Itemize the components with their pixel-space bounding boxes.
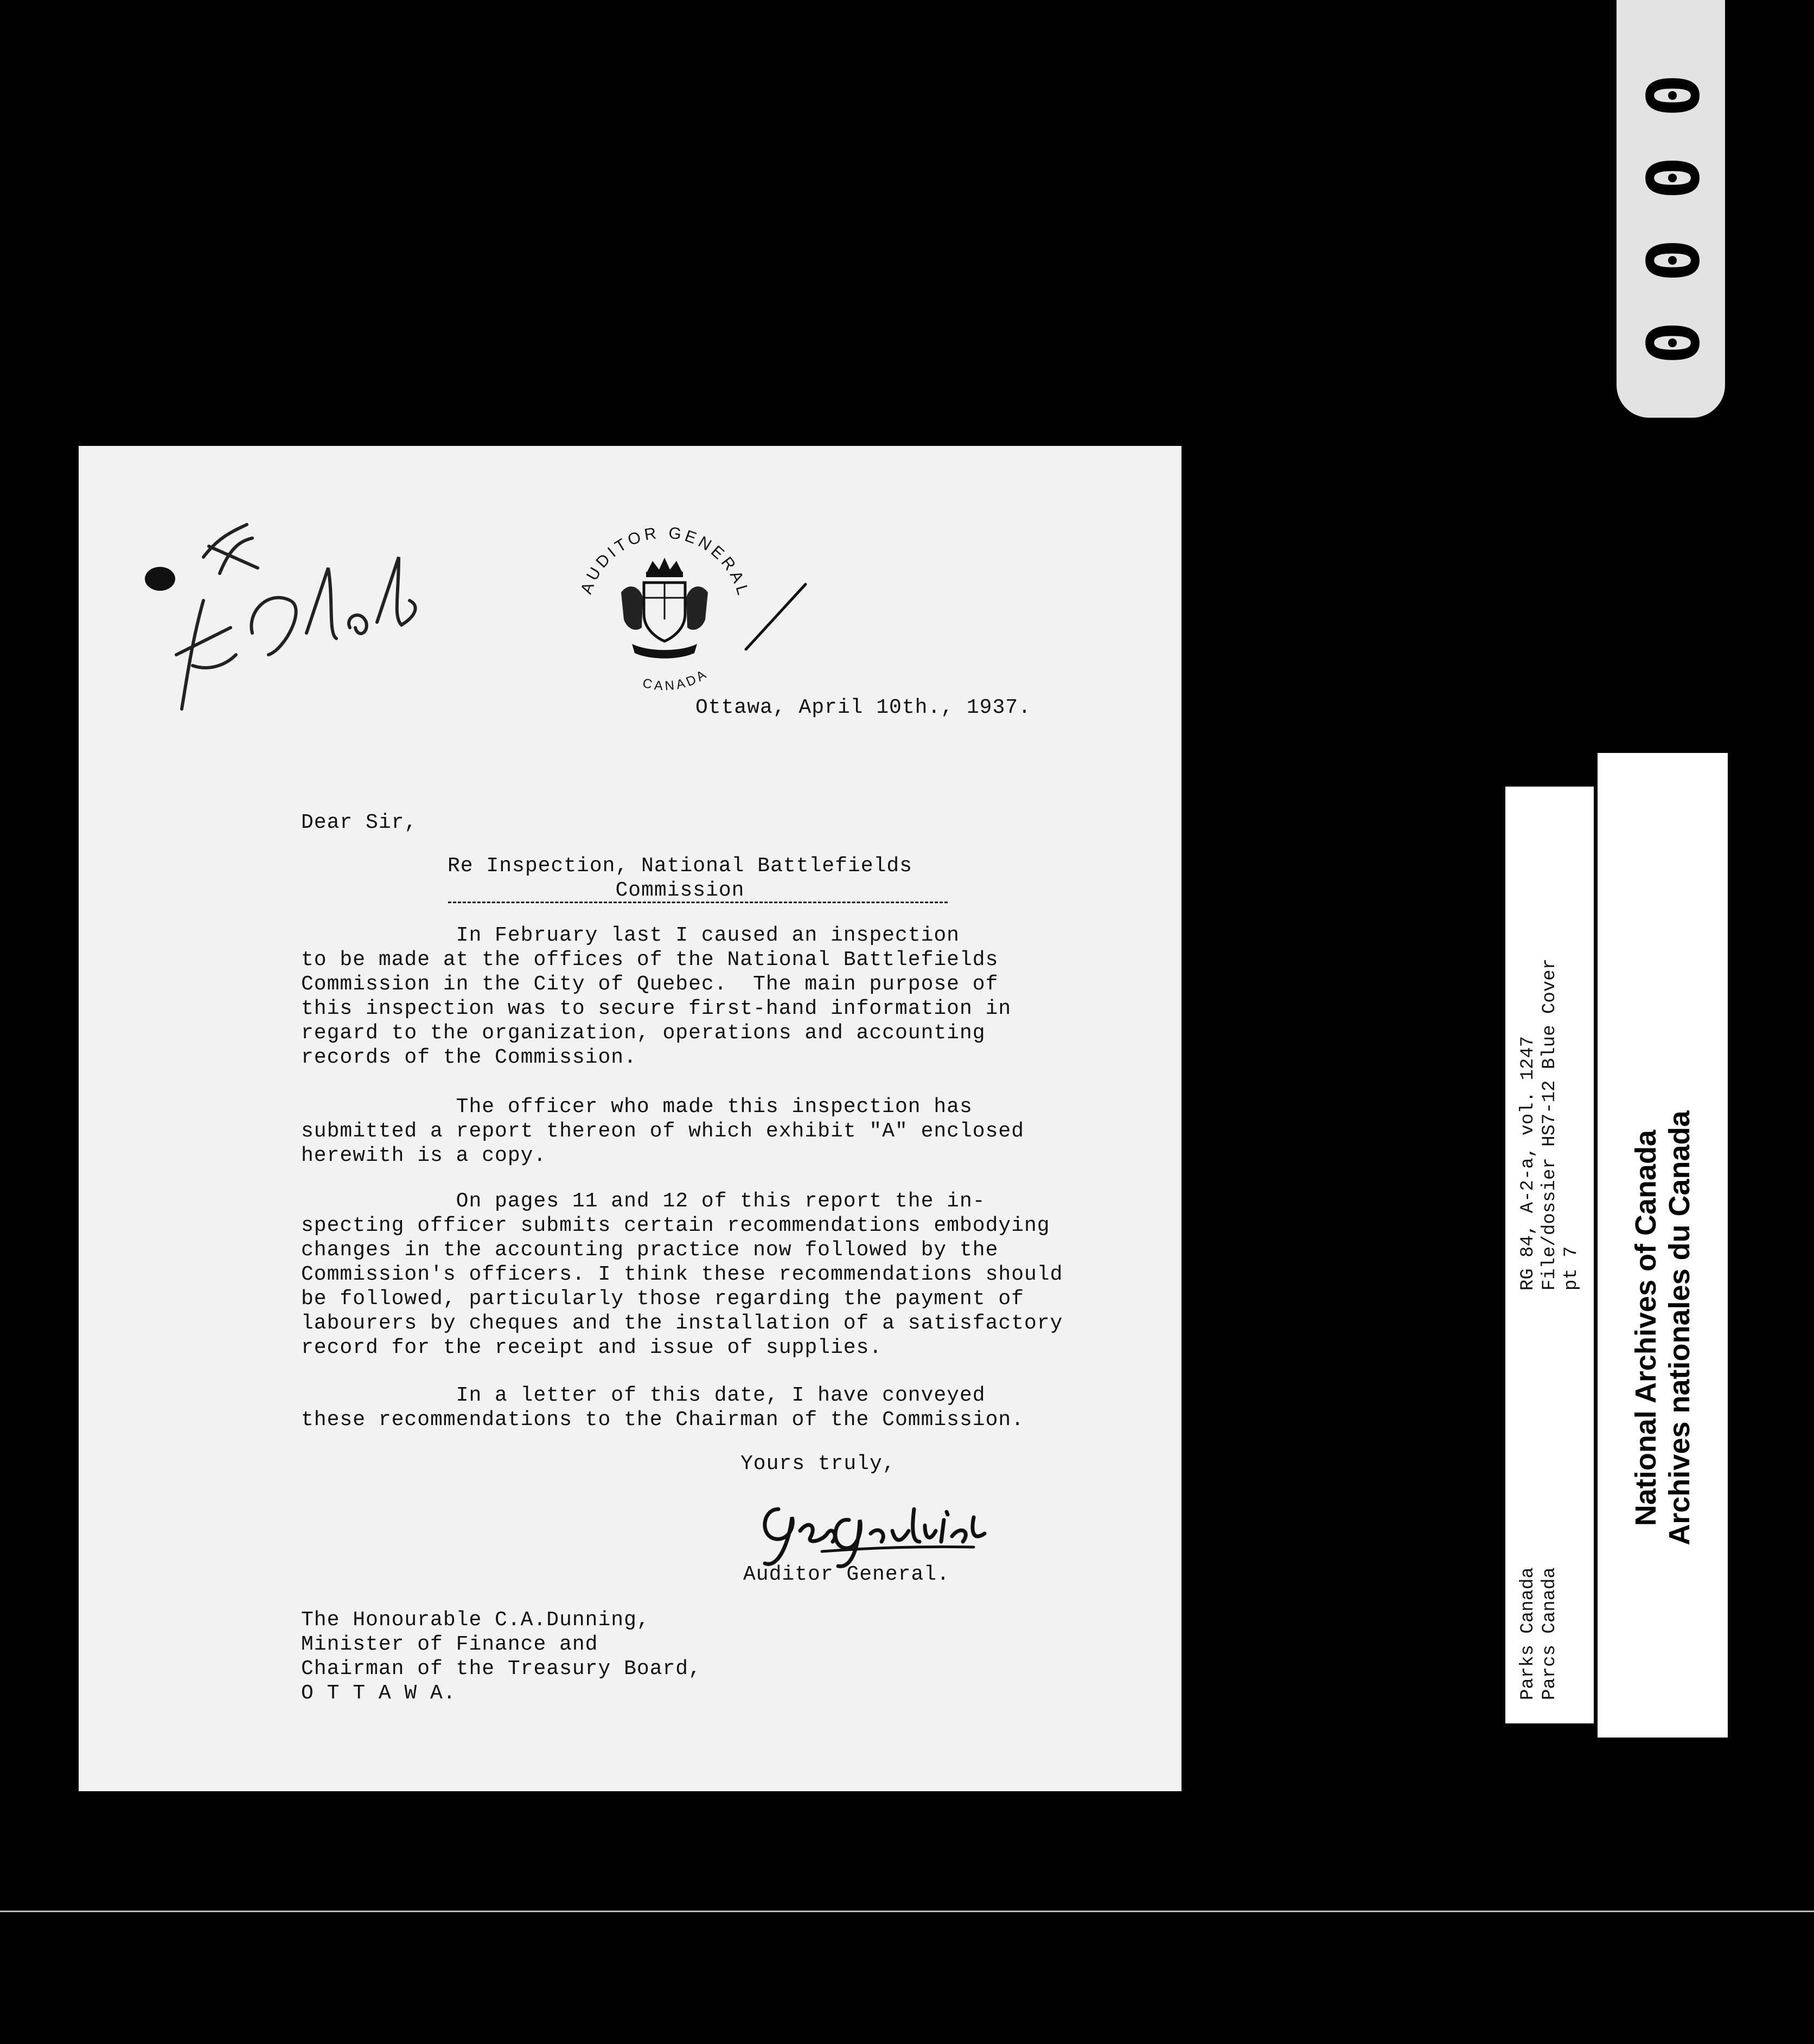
paragraph-1: In February last I caused an inspection to be made at the offices of the National Battlefields Commission in the City of Quebec. The main purpose of this inspection was to secure first-hand information in regard to the organization, operations and accounting records of the Commission. bbox=[301, 924, 1012, 1069]
letter-sheet bbox=[79, 446, 1181, 1791]
letterhead-upper: AUDITOR GENERAL bbox=[577, 523, 753, 600]
nac-label-text: National Archives of Canada Archives nationales du Canada bbox=[1630, 1110, 1696, 1545]
national-archives-label bbox=[1598, 753, 1728, 1738]
handwritten-note bbox=[144, 492, 491, 763]
reel-counter bbox=[1617, 0, 1725, 418]
parks-label-text: Parks Canada RG 84, A-2-a, vol. 1247 Parcs Canada File/dossier HS7-12 Blue Cover pt 7 bbox=[1517, 958, 1582, 1700]
svg-text:CANADA bbox=[641, 666, 711, 694]
counter-digit: 0 bbox=[1629, 239, 1713, 282]
letter-date: Ottawa, April 10th., 1937. bbox=[695, 696, 1031, 719]
closing: Yours truly, bbox=[740, 1452, 896, 1475]
subject-line: Re Inspection, National Battlefields Commission bbox=[448, 854, 912, 902]
signature bbox=[757, 1487, 995, 1574]
pencil-slash-mark bbox=[740, 579, 811, 655]
paragraph-3: On pages 11 and 12 of this report the in- specting officer submits certain recommendations embodying changes in the accounting practice now followed by the Commission's officers. I think these recommendations should be followed, particularly those regarding the payment of labourers by cheques and the installation of a satisfactory record for the receipt and issue of supplies. bbox=[301, 1190, 1063, 1359]
letterhead-lower: CANADA bbox=[641, 666, 711, 694]
frame-divider bbox=[0, 1911, 1814, 1912]
counter-digit: 0 bbox=[1629, 74, 1713, 117]
signature-text: Geo Gonthier bbox=[757, 1487, 761, 1488]
counter-digit: 0 bbox=[1629, 156, 1713, 200]
signer-title: Auditor General. bbox=[743, 1563, 950, 1586]
counter-digit: 0 bbox=[1629, 321, 1713, 365]
paragraph-2: The officer who made this inspection has submitted a report thereon of which exhibit "A" enclosed herewith is a copy. bbox=[301, 1095, 1025, 1167]
paragraph-4: In a letter of this date, I have conveyed these recommendations to the Chairman of the Commission. bbox=[301, 1384, 1025, 1432]
subject-underline bbox=[448, 902, 948, 903]
parks-canada-label bbox=[1505, 787, 1594, 1723]
recipient-address: The Honourable C.A.Dunning, Minister of Finance and Chairman of the Treasury Board, O T T A W A. bbox=[301, 1608, 701, 1705]
salutation: Dear Sir, bbox=[301, 811, 418, 834]
handwritten-note-text: Mr Clark bbox=[144, 492, 146, 493]
